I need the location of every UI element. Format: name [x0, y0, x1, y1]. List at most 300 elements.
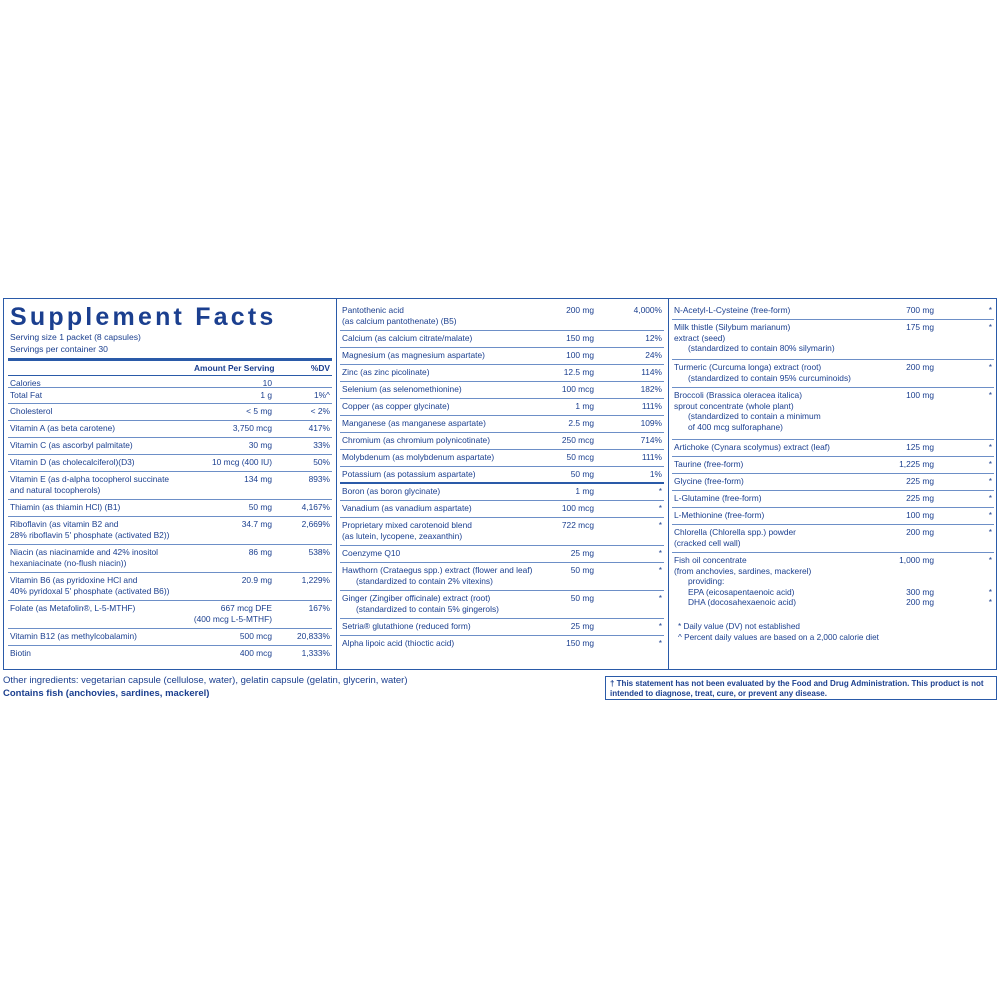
nutrient-name-line: (from anchovies, sardines, mackerel) — [674, 565, 812, 576]
amount-line: 150 mg — [566, 638, 594, 648]
table-row — [340, 501, 664, 518]
dv-line: 893% — [308, 474, 330, 484]
nutrient-name — [342, 367, 430, 378]
nutrient-name-line: DHA (docosahexaenoic acid) — [688, 597, 797, 607]
nutrient-name — [10, 519, 169, 540]
column-2 — [336, 299, 669, 669]
amount-value — [162, 423, 272, 434]
nutrient-name-line: (standardized to contain 2% vitexins) — [356, 575, 493, 586]
nutrient-name-line: Fish oil concentrate — [674, 555, 747, 565]
table-row — [340, 546, 664, 563]
dv-line: 1,229% — [301, 575, 330, 585]
dv-line: * — [658, 520, 662, 530]
daily-value — [989, 510, 992, 521]
nutrient-name-line: Cholesterol — [10, 406, 53, 416]
nutrient-name-line: EPA (eicosapentaenoic acid) — [688, 586, 795, 597]
nutrient-name — [10, 390, 42, 401]
nutrient-name-line: sprout concentrate (whole plant) — [674, 400, 794, 411]
nutrient-name — [10, 423, 115, 434]
nutrient-name-line: Calories — [10, 378, 41, 388]
amount-value — [844, 390, 934, 401]
amount-value — [844, 442, 934, 453]
daily-value — [302, 648, 330, 659]
dv-line: 1% — [649, 469, 662, 479]
amount-line: 100 mcg — [561, 384, 594, 394]
table-row — [340, 399, 664, 416]
dv-line: * — [988, 390, 992, 400]
allergen-statement — [3, 687, 407, 700]
table-row — [340, 365, 664, 382]
nutrient-name — [674, 442, 830, 453]
serving-size: Serving size 1 packet (8 capsules) — [10, 332, 141, 342]
amount-value — [504, 384, 594, 395]
nutrient-name — [10, 406, 52, 417]
nutrient-name — [342, 503, 472, 514]
daily-value — [989, 459, 992, 470]
daily-value — [645, 350, 662, 361]
contains-fish: Contains fish (anchovies, sardines, mackerel) — [3, 688, 210, 699]
amount-value — [162, 631, 272, 642]
daily-value — [641, 435, 662, 446]
nutrient-name — [10, 457, 135, 468]
amount-value — [162, 519, 272, 530]
dv-line: * — [658, 621, 662, 631]
amount-line: 50 mg — [570, 593, 594, 603]
amount-line: 25 mg — [570, 548, 594, 558]
nutrient-name — [342, 638, 454, 649]
table-header — [8, 358, 332, 376]
table-row — [340, 484, 664, 501]
nutrient-name — [342, 333, 472, 344]
nutrient-name-line: L-Methionine (free-form) — [674, 510, 765, 520]
dv-line: * — [988, 362, 992, 372]
amount-value — [504, 367, 594, 378]
daily-value — [297, 631, 330, 642]
amount-value — [162, 648, 272, 659]
amount-line: 25 mg — [570, 621, 594, 631]
nutrient-name-line: Boron (as boron glycinate) — [342, 486, 441, 496]
amount-line: 400 mcg — [239, 648, 272, 658]
nutrient-name — [674, 322, 835, 354]
amount-value — [504, 503, 594, 514]
table-row — [672, 553, 994, 615]
header-dv: %DV — [310, 363, 330, 373]
amount-line: 50 mg — [248, 502, 272, 512]
amount-value — [162, 406, 272, 417]
nutrient-name — [10, 474, 169, 495]
amount-value — [162, 502, 272, 513]
dv-line: 111% — [641, 401, 662, 411]
table-row — [672, 360, 994, 388]
daily-value — [989, 442, 992, 453]
amount-line: 3,750 mcg — [232, 423, 272, 433]
dv-line: * — [988, 510, 992, 520]
dv-line: * — [658, 503, 662, 513]
dv-line: 12% — [645, 333, 662, 343]
dv-line: * — [988, 322, 992, 332]
footnotes — [678, 621, 998, 643]
nutrient-name-line: Milk thistle (Silybum marianum) — [674, 322, 791, 332]
nutrient-name — [10, 603, 135, 614]
amount-value — [504, 520, 594, 531]
table-row — [672, 457, 994, 474]
table-row — [672, 508, 994, 525]
daily-value — [659, 565, 662, 576]
dv-line: * — [658, 486, 662, 496]
daily-value — [659, 621, 662, 632]
table-row — [672, 303, 994, 320]
daily-value — [642, 452, 662, 463]
amount-value — [504, 435, 594, 446]
nutrient-name-line: Magnesium (as magnesium aspartate) — [342, 350, 485, 360]
nutrient-name — [674, 527, 796, 548]
nutrient-name-line: Proprietary mixed carotenoid blend — [342, 520, 472, 530]
amount-line: 100 mg — [566, 350, 594, 360]
amount-line: 300 mg — [906, 586, 934, 597]
nutrient-name-line: Folate (as Metafolin®, L-5-MTHF) — [10, 603, 136, 613]
amount-value — [162, 457, 272, 468]
header-amount: Amount Per Serving — [194, 363, 275, 373]
nutrient-name-line: Taurine (free-form) — [674, 459, 744, 469]
amount-line: 100 mg — [906, 510, 934, 520]
amount-line: 200 mg — [906, 597, 934, 607]
nutrient-name — [342, 548, 400, 559]
amount-value — [504, 565, 594, 576]
daily-value — [989, 493, 992, 504]
daily-value — [309, 603, 330, 614]
table-row — [340, 591, 664, 619]
nutrient-name — [674, 476, 744, 487]
nutrient-name-line: Setria® glutathione (reduced form) — [342, 621, 471, 631]
table-row — [340, 619, 664, 636]
daily-value — [989, 362, 992, 373]
daily-value — [641, 367, 662, 378]
nutrient-name — [342, 486, 440, 497]
daily-value — [313, 457, 330, 468]
nutrient-name-line: Ginger (Zingiber officinale) extract (root) — [342, 593, 491, 603]
amount-value — [504, 469, 594, 480]
daily-value — [659, 548, 662, 559]
table-row — [8, 388, 332, 404]
dv-line: < 2% — [310, 406, 330, 416]
daily-value — [650, 469, 662, 480]
nutrient-name-line: Turmeric (Curcuma longa) extract (root) — [674, 362, 822, 372]
amount-line: 100 mg — [906, 390, 934, 400]
table-row — [672, 491, 994, 508]
table-row — [340, 563, 664, 591]
daily-value — [302, 502, 330, 513]
nutrient-name — [674, 493, 762, 504]
amount-line — [844, 576, 934, 587]
dv-line: 1%^ — [313, 390, 330, 400]
amount-value — [844, 493, 934, 504]
dv-line: * — [988, 597, 992, 607]
dv-line: 2,669% — [301, 519, 330, 529]
nutrient-name-line: of 400 mcg sulforaphane) — [688, 421, 783, 432]
daily-value — [302, 575, 330, 586]
nutrient-name-line: Coenzyme Q10 — [342, 548, 401, 558]
amount-value — [162, 474, 272, 485]
nutrient-name-line: Hawthorn (Crataegus spp.) extract (flower and leaf) — [342, 565, 533, 575]
table-row — [8, 376, 332, 388]
table-row — [340, 348, 664, 365]
dv-line: * — [988, 459, 992, 469]
daily-value — [302, 519, 330, 530]
amount-value — [844, 362, 934, 373]
table-row — [8, 438, 332, 455]
nutrient-name — [342, 384, 462, 395]
dv-line: * — [658, 565, 662, 575]
amount-line: 250 mcg — [561, 435, 594, 445]
amount-value — [504, 350, 594, 361]
dv-line: 24% — [645, 350, 662, 360]
column-1 — [4, 299, 337, 669]
dv-line: 109% — [640, 418, 662, 428]
dv-line: * — [988, 555, 992, 565]
table-row — [672, 525, 994, 553]
daily-value — [641, 384, 662, 395]
amount-line: 200 mg — [566, 305, 594, 315]
nutrient-name-line: Artichoke (Cynara scolymus) extract (leaf) — [674, 442, 830, 452]
amount-line: 50 mg — [570, 469, 594, 479]
amount-value — [844, 459, 934, 470]
table-row — [672, 388, 994, 440]
nutrient-name-line: Vitamin B12 (as methylcobalamin) — [10, 631, 137, 641]
nutrient-name — [10, 575, 169, 596]
panel-title: Supplement Facts — [10, 303, 277, 331]
nutrient-name-line: Thiamin (as thiamin HCl) (B1) — [10, 502, 121, 512]
dv-line — [989, 566, 992, 577]
amount-value — [162, 603, 272, 624]
amount-line: 722 mcg — [561, 520, 594, 530]
amount-line: 30 mg — [248, 440, 272, 450]
nutrient-name-line: Vitamin B6 (as pyridoxine HCl and — [10, 575, 138, 585]
amount-value — [844, 476, 934, 487]
nutrient-list-1 — [8, 376, 332, 663]
nutrient-name-line: Molybdenum (as molybdenum aspartate) — [342, 452, 495, 462]
table-row — [8, 517, 332, 545]
table-row — [340, 382, 664, 399]
table-row — [8, 421, 332, 438]
dv-line: 111% — [641, 452, 662, 462]
daily-value — [659, 520, 662, 531]
amount-value — [844, 510, 934, 521]
nutrient-name-line: Vitamin E (as d-alpha tocopherol succinate — [10, 474, 170, 484]
dv-line: 4,167% — [301, 502, 330, 512]
daily-value — [659, 503, 662, 514]
nutrient-list-3 — [672, 303, 994, 615]
nutrient-name — [10, 440, 133, 451]
table-row — [8, 500, 332, 517]
nutrient-name — [342, 435, 490, 446]
nutrient-name-line: (standardized to contain 5% gingerols) — [356, 603, 499, 614]
daily-value — [309, 474, 330, 485]
nutrient-name — [342, 520, 472, 541]
nutrient-name-line: Chlorella (Chlorella spp.) powder — [674, 527, 796, 537]
nutrient-name — [10, 378, 41, 389]
daily-value — [309, 423, 330, 434]
nutrient-name-line: Zinc (as zinc picolinate) — [342, 367, 430, 377]
dv-line: * — [658, 593, 662, 603]
daily-value — [634, 305, 662, 316]
nutrient-name — [674, 459, 743, 470]
amount-line: 150 mg — [566, 333, 594, 343]
nutrient-name-line: (standardized to contain 80% silymarin) — [688, 343, 835, 353]
fda-statement: † This statement has not been evaluated by the Food and Drug Administration. This product is not intended to diagnose, treat, cure, or prevent any disease. — [605, 676, 997, 700]
amount-value — [162, 575, 272, 586]
dv-line: * — [988, 305, 992, 315]
amount-value — [844, 527, 934, 538]
supplement-facts-panel — [3, 298, 997, 670]
table-row — [340, 331, 664, 348]
daily-value — [645, 333, 662, 344]
table-row — [340, 636, 664, 653]
table-row — [8, 455, 332, 472]
amount-line: 2.5 mg — [568, 418, 594, 428]
amount-line: 667 mcg DFE — [220, 603, 272, 613]
nutrient-name-line: Potassium (as potassium aspartate) — [342, 469, 476, 479]
table-row — [340, 433, 664, 450]
table-row — [8, 472, 332, 500]
nutrient-list-2 — [340, 303, 664, 653]
amount-line: 12.5 mg — [563, 367, 594, 377]
amount-line — [844, 566, 934, 577]
nutrient-name-line: Total Fat — [10, 390, 43, 400]
amount-line: 175 mg — [906, 322, 934, 332]
table-row — [8, 573, 332, 601]
amount-value — [844, 305, 934, 316]
amount-value — [504, 638, 594, 649]
dv-line: 4,000% — [633, 305, 662, 315]
nutrient-name-line: Selenium (as selenomethionine) — [342, 384, 462, 394]
daily-value — [989, 476, 992, 487]
amount-value — [504, 621, 594, 632]
nutrient-name — [10, 502, 120, 513]
nutrient-name — [342, 401, 450, 412]
amount-line: (400 mcg L-5-MTHF) — [193, 613, 272, 624]
nutrient-name — [342, 469, 476, 480]
amount-value — [504, 418, 594, 429]
table-row — [8, 646, 332, 663]
dv-line: 167% — [308, 603, 330, 613]
amount-value — [504, 486, 594, 497]
nutrient-name-line: (as lutein, lycopene, zeaxanthin) — [342, 530, 463, 541]
nutrient-name — [10, 547, 158, 568]
dv-line: 50% — [313, 457, 330, 467]
nutrient-name-line: Vitamin D (as cholecalciferol)(D3) — [10, 457, 135, 467]
amount-line: 34.7 mg — [241, 519, 272, 529]
nutrient-name-line: (cracked cell wall) — [674, 537, 741, 548]
footnote-dv: * Daily value (DV) not established — [678, 622, 800, 631]
nutrient-name-line: Vitamin A (as beta carotene) — [10, 423, 116, 433]
dv-line: * — [988, 586, 992, 597]
table-row — [672, 440, 994, 457]
servings-per-container: Servings per container 30 — [10, 344, 108, 354]
amount-value — [504, 401, 594, 412]
footnote-percent: ^ Percent daily values are based on a 2,000 calorie diet — [678, 633, 879, 642]
table-row — [8, 404, 332, 421]
dv-line: * — [988, 493, 992, 503]
amount-value — [504, 593, 594, 604]
nutrient-name — [674, 555, 811, 608]
nutrient-name — [342, 621, 471, 632]
other-ingredients: Other ingredients: vegetarian capsule (cellulose, water), gelatin capsule (gelatin, glycerin, water) — [3, 675, 408, 686]
dv-line: 33% — [313, 440, 330, 450]
nutrient-name-line: (standardized to contain 95% curcuminoids) — [688, 372, 851, 383]
amount-value — [504, 452, 594, 463]
nutrient-name — [342, 593, 499, 614]
amount-line: 225 mg — [906, 493, 934, 503]
table-row — [8, 601, 332, 629]
daily-value — [313, 440, 330, 451]
amount-line: 1 mg — [575, 486, 594, 496]
dv-line: * — [988, 476, 992, 486]
table-row — [340, 416, 664, 433]
nutrient-name — [342, 418, 486, 429]
nutrient-name-line: Copper (as copper glycinate) — [342, 401, 450, 411]
amount-line: 86 mg — [248, 547, 272, 557]
nutrient-name-line: Manganese (as manganese aspartate) — [342, 418, 486, 428]
daily-value — [989, 322, 992, 333]
amount-value — [844, 322, 934, 333]
daily-value — [659, 593, 662, 604]
daily-value — [311, 406, 330, 417]
nutrient-name-line: Biotin — [10, 648, 31, 658]
daily-value — [309, 547, 330, 558]
nutrient-name — [674, 390, 821, 432]
amount-line: 1 g — [260, 390, 272, 400]
amount-line: 134 mg — [244, 474, 272, 484]
nutrient-name — [674, 305, 790, 316]
nutrient-name-line: (standardized to contain a minimum — [688, 411, 821, 421]
daily-value — [989, 305, 992, 316]
daily-value — [659, 638, 662, 649]
amount-value — [162, 547, 272, 558]
dv-line — [989, 576, 992, 587]
amount-line: 50 mg — [570, 565, 594, 575]
nutrient-name-line: Calcium (as calcium citrate/malate) — [342, 333, 473, 343]
column-3 — [668, 299, 998, 669]
nutrient-name-line: Riboflavin (as vitamin B2 and — [10, 519, 119, 529]
nutrient-name — [674, 362, 851, 383]
amount-value — [162, 440, 272, 451]
nutrient-name-line: and natural tocopherols) — [10, 484, 101, 495]
table-row — [340, 518, 664, 546]
nutrient-name-line: 28% riboflavin 5' phosphate (activated B2)) — [10, 529, 170, 540]
amount-value — [504, 333, 594, 344]
amount-line: 100 mcg — [561, 503, 594, 513]
dv-line: 1,333% — [301, 648, 330, 658]
amount-line: 125 mg — [906, 442, 934, 452]
dv-line: 182% — [640, 384, 662, 394]
dv-line: 538% — [308, 547, 330, 557]
amount-value — [162, 378, 272, 389]
nutrient-name-line: hexaniacinate (no-flush niacin)) — [10, 557, 127, 568]
amount-value — [162, 390, 272, 401]
amount-line: 10 mcg (400 IU) — [211, 457, 272, 467]
nutrient-name — [342, 305, 457, 326]
amount-line: 20.9 mg — [241, 575, 272, 585]
table-row — [672, 474, 994, 491]
nutrient-name-line: Alpha lipoic acid (thioctic acid) — [342, 638, 455, 648]
nutrient-name-line: Vitamin C (as ascorbyl palmitate) — [10, 440, 133, 450]
daily-value — [989, 527, 992, 538]
nutrient-name-line: Chromium (as chromium polynicotinate) — [342, 435, 491, 445]
nutrient-name — [674, 510, 764, 521]
amount-line: 200 mg — [906, 362, 934, 372]
nutrient-name-line: providing: — [688, 576, 725, 586]
daily-value — [314, 390, 330, 401]
